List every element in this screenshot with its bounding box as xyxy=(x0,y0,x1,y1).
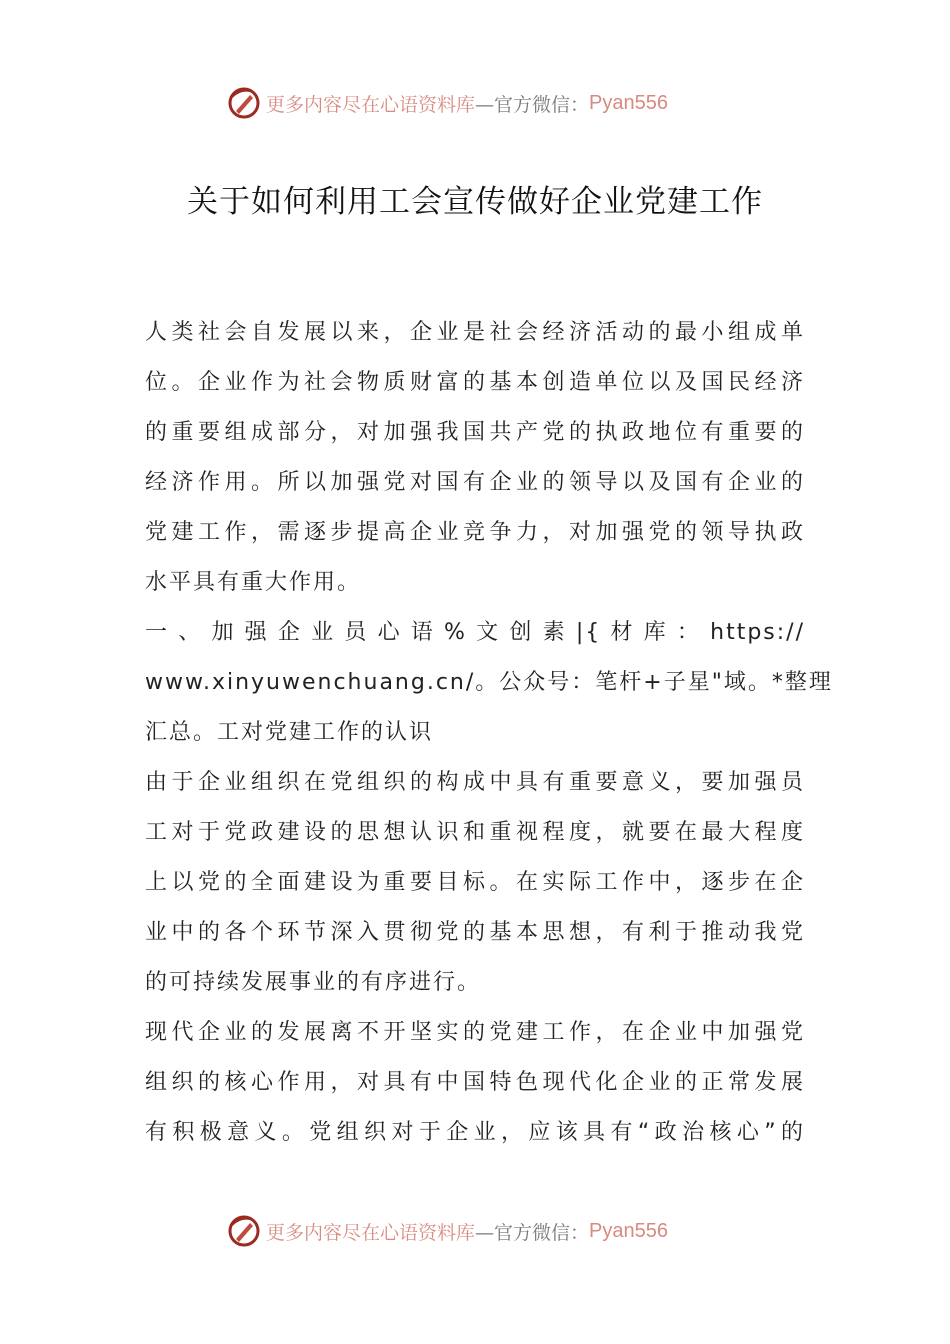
text-line: www.xinyuwenchuang.cn/。公众号：笔杆+子星"域。*整理 xyxy=(145,670,833,695)
text-line: 现代企业的发展离不开坚实的党建工作，在企业中加强党 xyxy=(145,1020,805,1045)
paragraph xyxy=(145,608,833,758)
text-line: 组织的核心作用，对具有中国特色现代化企业的正常发展 xyxy=(145,1070,805,1095)
watermark-site: 更多内容尽在心语资料库 xyxy=(266,93,476,116)
pen-logo-icon xyxy=(226,1213,262,1249)
text-line: 工对于党政建设的思想认识和重视程度，就要在最大程度 xyxy=(145,820,805,845)
text-line: 党建工作，需逐步提高企业竞争力，对加强党的领导执政 xyxy=(145,520,805,545)
text-line: 的重要组成部分，对加强我国共产党的执政地位有重要的 xyxy=(145,420,805,445)
watermark-label: —官方微信： xyxy=(475,1221,590,1244)
paragraph xyxy=(145,308,805,608)
text-line: 经济作用。所以加强党对国有企业的领导以及国有企业的 xyxy=(145,470,805,495)
watermark-id: Pyan556 xyxy=(589,1219,668,1242)
text-line: 的可持续发展事业的有序进行。 xyxy=(145,970,482,995)
document-title: 关于如何利用工会宣传做好企业党建工作 xyxy=(187,184,763,220)
watermark-id: Pyan556 xyxy=(589,91,668,114)
text-line: 一、加强企业员心语%文创素|{材库：https:// xyxy=(145,620,805,645)
text-line: 人类社会自发展以来，企业是社会经济活动的最小组成单 xyxy=(145,320,805,345)
watermark-header xyxy=(226,83,668,123)
document-body xyxy=(145,308,833,1158)
watermark-footer xyxy=(226,1211,668,1251)
text-line: 由于企业组织在党组织的构成中具有重要意义，要加强员 xyxy=(145,770,805,795)
text-line: 汇总。工对党建工作的认识 xyxy=(145,720,434,745)
text-line: 业中的各个环节深入贯彻党的基本思想，有利于推动我党 xyxy=(145,920,805,945)
text-line: 水平具有重大作用。 xyxy=(145,570,362,595)
paragraph xyxy=(145,1008,805,1158)
text-line: 上以党的全面建设为重要目标。在实际工作中，逐步在企 xyxy=(145,870,805,895)
watermark-label: —官方微信： xyxy=(475,93,590,116)
pen-logo-icon xyxy=(226,85,262,121)
watermark-site: 更多内容尽在心语资料库 xyxy=(266,1221,476,1244)
text-line: 有积极意义。党组织对于企业，应该具有“政治核心”的 xyxy=(145,1120,805,1145)
text-line: 位。企业作为社会物质财富的基本创造单位以及国民经济 xyxy=(145,370,805,395)
paragraph xyxy=(145,758,805,1008)
